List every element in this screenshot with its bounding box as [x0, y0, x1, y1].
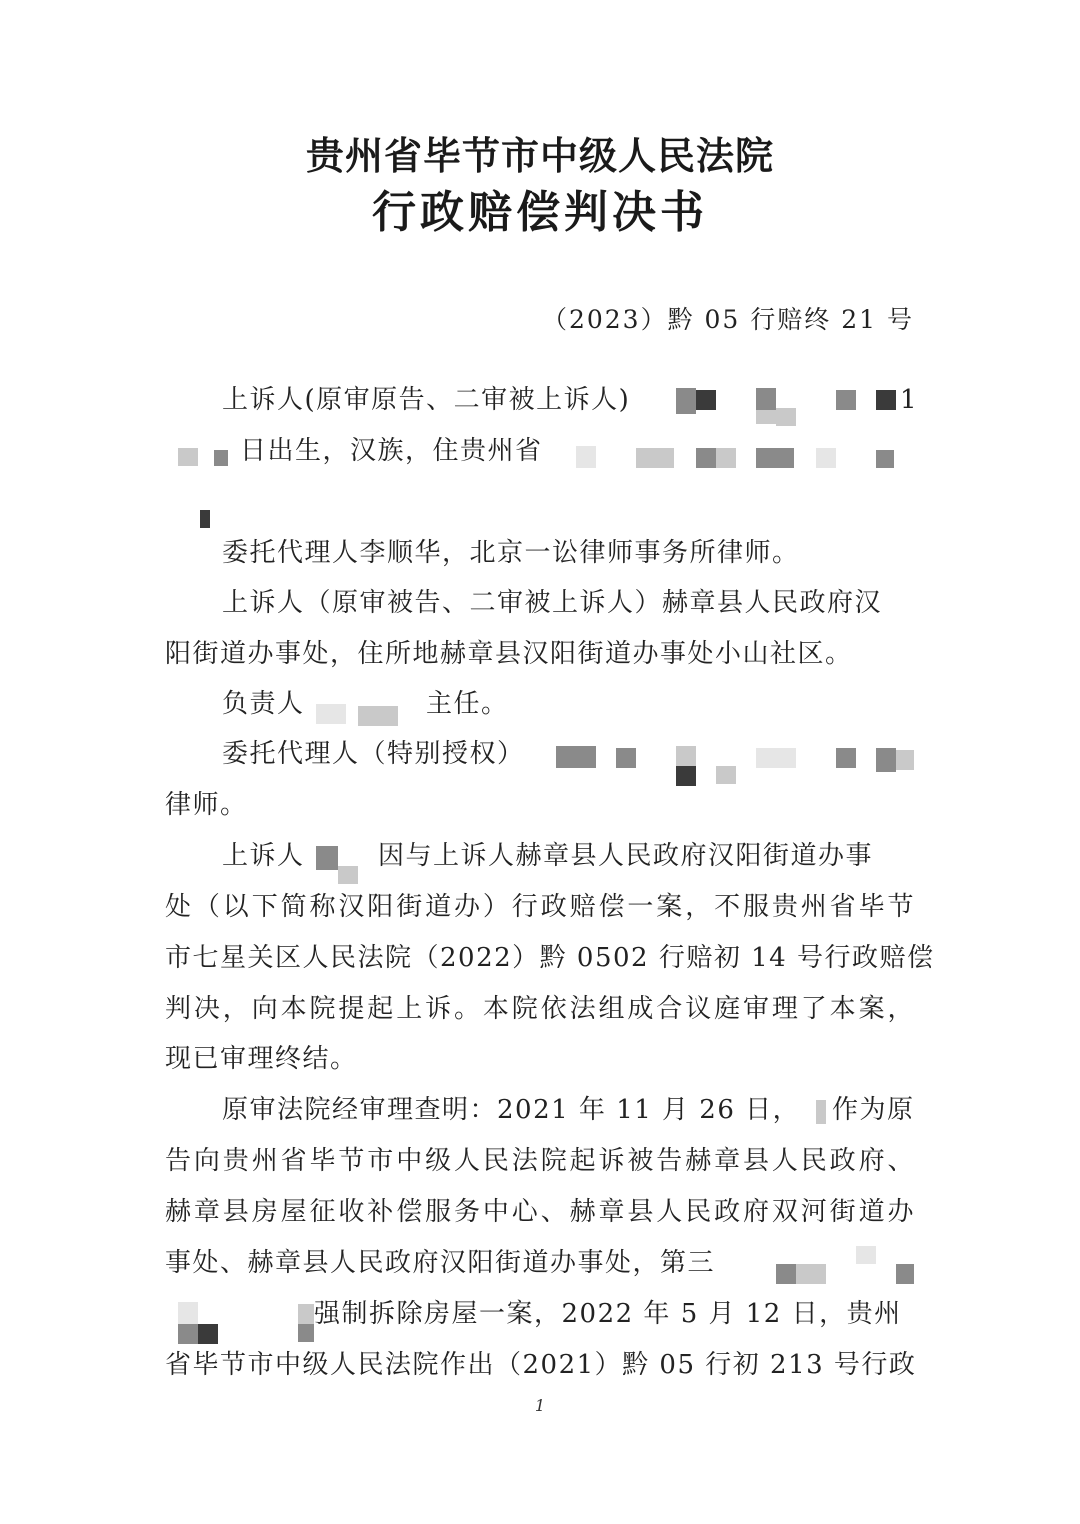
redacted-block: [198, 1324, 218, 1344]
redacted-block: [298, 1324, 314, 1342]
redacted-block: [716, 766, 736, 784]
paragraph-line: 律师。: [165, 790, 248, 820]
redacted-block: [316, 704, 346, 724]
paragraph-line: 负责人: [222, 689, 305, 719]
court-name: 贵州省毕节市中级人民法院: [305, 134, 774, 178]
redacted-block: [876, 748, 896, 772]
redacted-block: [816, 448, 836, 468]
redacted-block: [876, 450, 894, 468]
redacted-block: [896, 1264, 914, 1284]
redacted-block: [836, 748, 856, 768]
paragraph-line: 委托代理人李顺华，北京一讼律师事务所律师。: [222, 538, 800, 568]
redacted-block: [716, 448, 736, 468]
redacted-block: [178, 448, 198, 466]
document-title: 行政赔偿判决书: [372, 187, 708, 238]
redacted-block: [876, 390, 896, 410]
paragraph-line: 日出生，汉族，住贵州省: [240, 436, 543, 466]
redacted-block: [316, 846, 338, 870]
redacted-block: [796, 1264, 826, 1284]
paragraph-line: 上诉人（原审被告、二审被上诉人）赫章县人民政府汉: [222, 588, 883, 618]
paragraph-line: 原审法院经审理查明：2021 年 11 月 26 日，: [222, 1095, 801, 1125]
redacted-block: [338, 866, 358, 884]
paragraph-line: 上诉人: [222, 841, 305, 871]
paragraph-line: 告向贵州省毕节市中级人民法院起诉被告赫章县人民政府、: [165, 1146, 915, 1176]
paragraph-line: 省毕节市中级人民法院作出（2021）黔 05 行初 213 号行政: [165, 1350, 917, 1380]
paragraph-line-end: 1: [900, 385, 919, 415]
redacted-block: [676, 388, 696, 414]
paragraph-line-end: 因与上诉人赫章县人民政府汉阳街道办事: [378, 841, 874, 871]
redacted-block: [696, 390, 716, 410]
redacted-block: [696, 448, 716, 468]
page-number: 1: [534, 1396, 546, 1415]
redacted-block: [178, 1302, 198, 1324]
paragraph-line: 事处、赫章县人民政府汉阳街道办事处，第三: [165, 1248, 716, 1278]
redacted-block: [896, 750, 914, 770]
redacted-block: [756, 748, 796, 768]
paragraph-line: 判决，向本院提起上诉。本院依法组成合议庭审理了本案，: [165, 994, 915, 1024]
redacted-block: [836, 390, 856, 410]
redacted-block: [676, 766, 696, 786]
redacted-block: [616, 748, 636, 768]
paragraph-line: 处（以下简称汉阳街道办）行政赔偿一案，不服贵州省毕节: [165, 892, 915, 922]
redacted-block: [214, 450, 228, 466]
redacted-block: [200, 510, 210, 528]
redacted-block: [178, 1324, 198, 1344]
paragraph-line-end: 作为原: [832, 1095, 915, 1125]
paragraph-line-end: 主任。: [426, 689, 509, 719]
redacted-block: [636, 448, 674, 468]
redacted-block: [756, 448, 794, 468]
redacted-block: [358, 706, 398, 726]
paragraph-line: 委托代理人（特别授权）: [222, 739, 525, 769]
redacted-block: [776, 1264, 796, 1284]
paragraph-line: 阳街道办事处，住所地赫章县汉阳街道办事处小山社区。: [165, 639, 853, 669]
redacted-block: [576, 446, 596, 468]
paragraph-line: 赫章县房屋征收补偿服务中心、赫章县人民政府双河街道办: [165, 1197, 915, 1227]
case-number: （2023）黔 05 行赔终 21 号: [541, 305, 914, 334]
paragraph-line: 现已审理终结。: [165, 1044, 358, 1074]
redacted-block: [298, 1304, 314, 1324]
redacted-block: [856, 1246, 876, 1264]
paragraph-line: 强制拆除房屋一案，2022 年 5 月 12 日，贵州: [314, 1299, 902, 1329]
redacted-block: [556, 746, 596, 768]
paragraph-line: 市七星关区人民法院（2022）黔 0502 行赔初 14 号行政赔偿: [165, 943, 935, 973]
redacted-block: [756, 410, 796, 424]
redacted-block: [816, 1100, 826, 1124]
redacted-block: [676, 746, 696, 766]
redacted-block: [756, 388, 776, 410]
paragraph-line: 上诉人(原审原告、二审被上诉人): [222, 385, 631, 415]
